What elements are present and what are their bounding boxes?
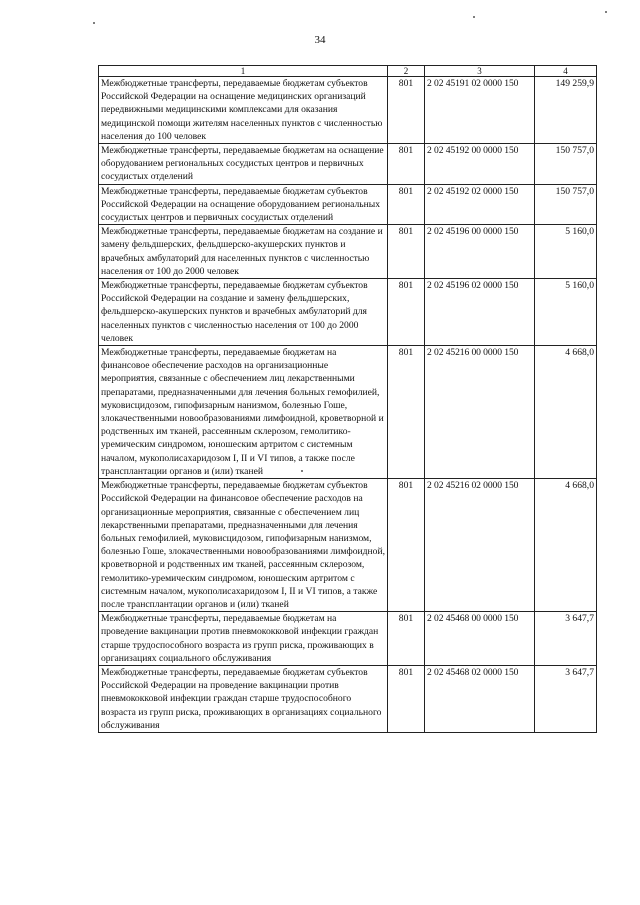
- row-budget-code: 2 02 45192 00 0000 150: [425, 144, 535, 185]
- budget-table: [98, 65, 597, 733]
- table-row: [99, 225, 597, 279]
- row-amount: 5 160,0: [535, 279, 597, 346]
- row-budget-code: 2 02 45196 02 0000 150: [425, 279, 535, 346]
- row-amount: 4 668,0: [535, 479, 597, 612]
- row-admin-code: 801: [388, 225, 425, 279]
- scan-speck: [605, 11, 607, 13]
- row-description: Межбюджетные трансферты, передаваемые бюджетам субъектов Российской Федерации на проведение вакцинации против пневмококковой инфекции граждан старше трудоспособного возраста из групп риска, проживающих в организациях социального обслуживания: [99, 665, 388, 732]
- row-amount: 3 647,7: [535, 665, 597, 732]
- row-admin-code: 801: [388, 612, 425, 666]
- row-admin-code: 801: [388, 479, 425, 612]
- row-budget-code: 2 02 45196 00 0000 150: [425, 225, 535, 279]
- row-budget-code: 2 02 45192 02 0000 150: [425, 184, 535, 225]
- row-admin-code: 801: [388, 144, 425, 185]
- row-budget-code: 2 02 45468 02 0000 150: [425, 665, 535, 732]
- scan-speck: [473, 16, 475, 18]
- row-description: Межбюджетные трансферты, передаваемые бюджетам субъектов Российской Федерации на финансовое обеспечение расходов на организационные мероприятия, связанные с обеспечением лиц лекарственными препаратами, предназначенными для лечения больных гемофилией, муковисцидозом, гипофизарным нанизмом, болезнью Гоше, злокачественными новообразованиями лимфоидной, кроветворной и родственных им тканей, рассеянным склерозом, гемолитико-уремическим синдромом, юношеским артритом с системным началом, мукополисахаридозом I, II и VI типов, а также после трансплантации органов и (или) тканей: [99, 479, 388, 612]
- row-budget-code: 2 02 45216 00 0000 150: [425, 346, 535, 479]
- row-description: Межбюджетные трансферты, передаваемые бюджетам субъектов Российской Федерации на оснащение медицинских организаций передвижными медицинскими комплексами для оказания медицинской помощи жителям населенных пунктов с численностью населения до 100 человек: [99, 77, 388, 144]
- col-header-1: 1: [99, 66, 388, 77]
- table-row: [99, 346, 597, 479]
- row-amount: 150 757,0: [535, 184, 597, 225]
- row-amount: 5 160,0: [535, 225, 597, 279]
- row-admin-code: 801: [388, 665, 425, 732]
- row-amount: 4 668,0: [535, 346, 597, 479]
- col-header-2: 2: [388, 66, 425, 77]
- table-row: [99, 279, 597, 346]
- row-amount: 149 259,9: [535, 77, 597, 144]
- table-row: [99, 612, 597, 666]
- table-row: [99, 665, 597, 732]
- table-row: [99, 479, 597, 612]
- row-admin-code: 801: [388, 346, 425, 479]
- row-description: Межбюджетные трансферты, передаваемые бюджетам на проведение вакцинации против пневмококковой инфекции граждан старше трудоспособного возраста из групп риска, проживающих в организациях социального обслуживания: [99, 612, 388, 666]
- row-admin-code: 801: [388, 279, 425, 346]
- scan-speck: [93, 22, 95, 24]
- row-budget-code: 2 02 45216 02 0000 150: [425, 479, 535, 612]
- row-admin-code: 801: [388, 77, 425, 144]
- table-row: [99, 77, 597, 144]
- header-row: [99, 66, 597, 77]
- row-amount: 150 757,0: [535, 144, 597, 185]
- table-row: [99, 184, 597, 225]
- col-header-4: 4: [535, 66, 597, 77]
- row-admin-code: 801: [388, 184, 425, 225]
- row-amount: 3 647,7: [535, 612, 597, 666]
- row-budget-code: 2 02 45468 00 0000 150: [425, 612, 535, 666]
- row-budget-code: 2 02 45191 02 0000 150: [425, 77, 535, 144]
- table-row: [99, 144, 597, 185]
- page-number: 34: [314, 34, 326, 46]
- row-description: Межбюджетные трансферты, передаваемые бюджетам субъектов Российской Федерации на оснащение оборудованием региональных сосудистых центров и первичных сосудистых отделений: [99, 184, 388, 225]
- row-description: Межбюджетные трансферты, передаваемые бюджетам на оснащение оборудованием региональных сосудистых центров и первичных сосудистых отделений: [99, 144, 388, 185]
- row-description: Межбюджетные трансферты, передаваемые бюджетам субъектов Российской Федерации на создание и замену фельдшерских, фельдшерско-акушерских пунктов и врачебных амбулаторий для населенных пунктов с численностью населения от 100 до 2000 человек: [99, 279, 388, 346]
- row-description: Межбюджетные трансферты, передаваемые бюджетам на финансовое обеспечение расходов на организационные мероприятия, связанные с обеспечением лиц лекарственными препаратами, предназначенными для лечения больных гемофилией, муковисцидозом, гипофизарным нанизмом, болезнью Гоше, злокачественными новообразованиями лимфоидной, кроветворной и родственных им тканей, рассеянным склерозом, гемолитико-уремическим синдромом, юношеским артритом с системным началом, мукополисахаридозом I, II и VI типов, а также после трансплантации органов и (или) тканей: [99, 346, 388, 479]
- row-description: Межбюджетные трансферты, передаваемые бюджетам на создание и замену фельдшерских, фельдшерско-акушерских пунктов и врачебных амбулаторий для населенных пунктов с численностью населения от 100 до 2000 человек: [99, 225, 388, 279]
- col-header-3: 3: [425, 66, 535, 77]
